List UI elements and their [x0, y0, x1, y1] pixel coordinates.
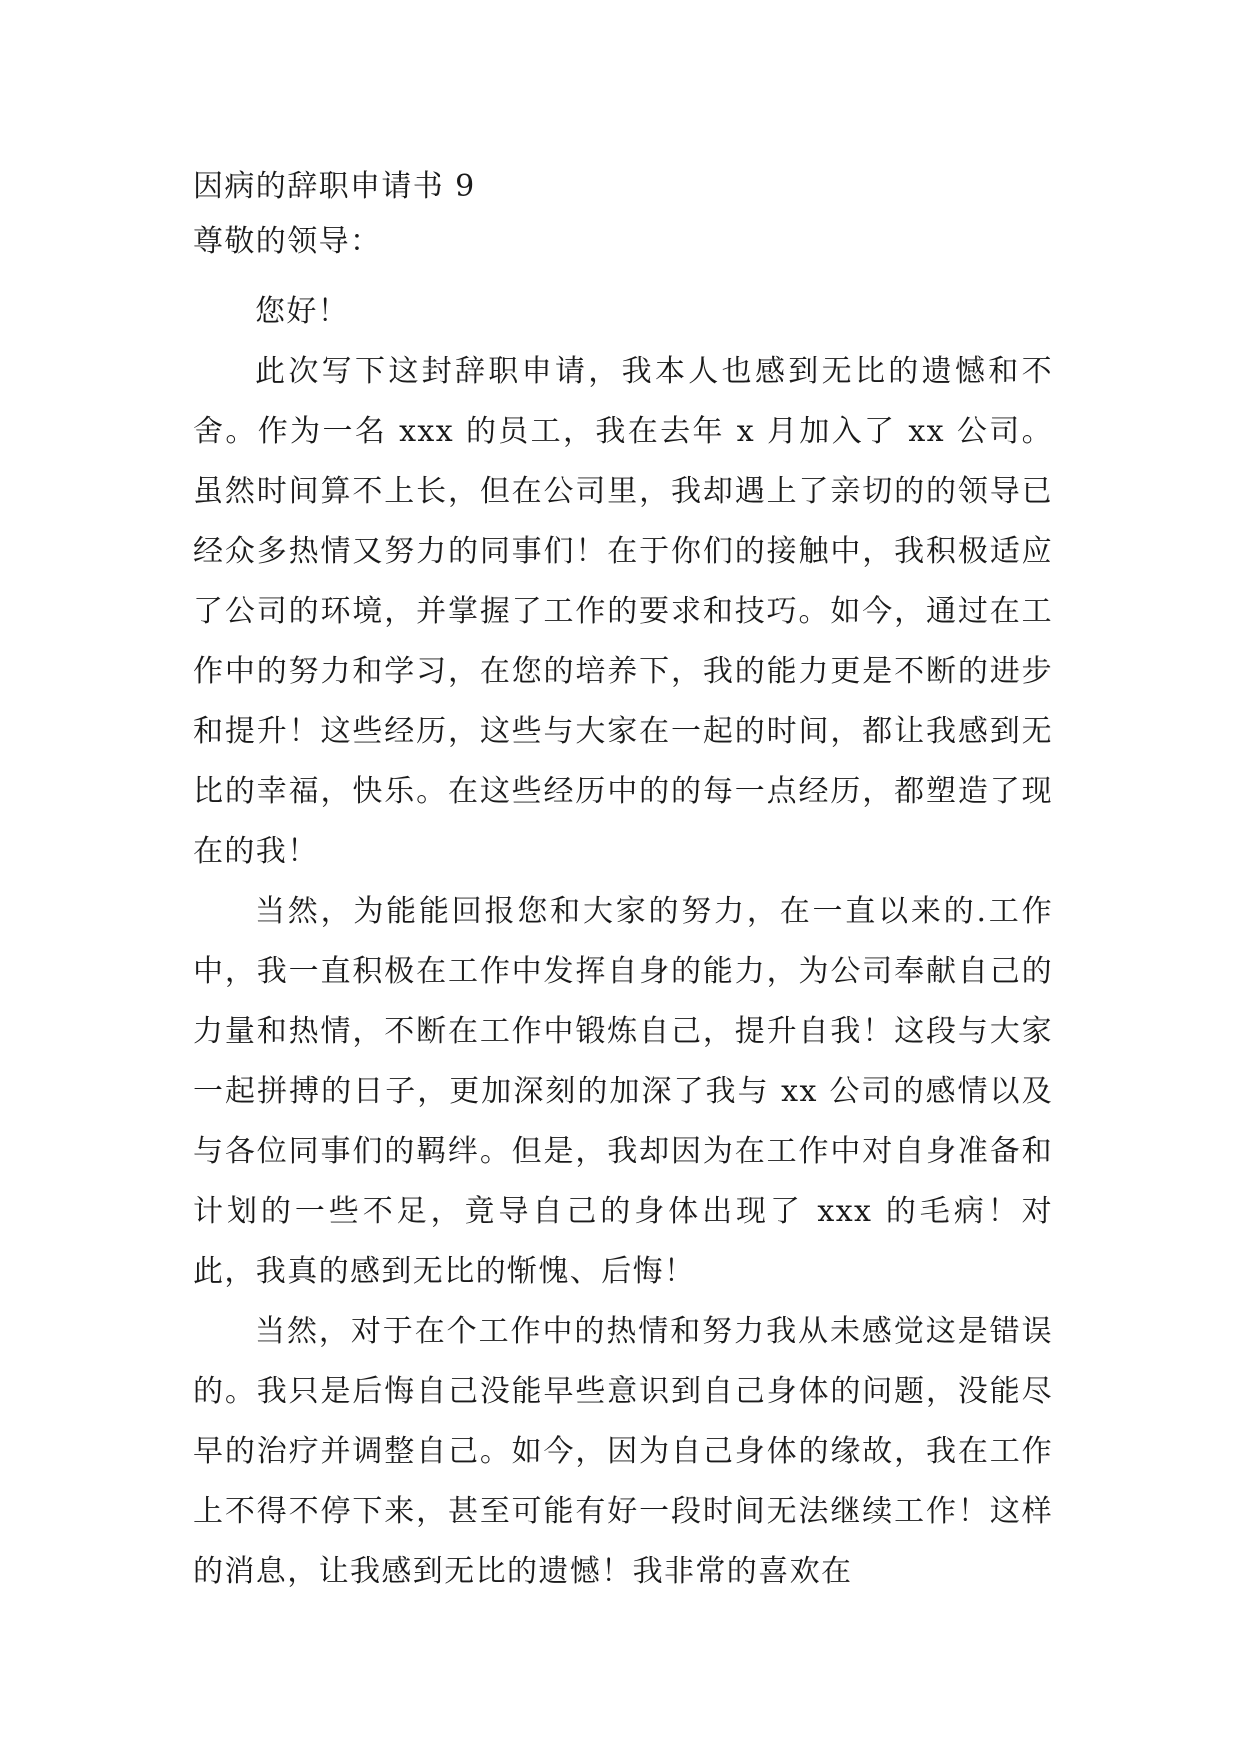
- greeting: 您好！: [255, 294, 350, 329]
- body-paragraph-2: 当然，为能能回报您和大家的努力，在一直以来的.工作中，我一直积极在工作中发挥自身的能力，为公司奉献自己的力量和热情，不断在工作中锻炼自己，提升自我！这段与大家一起拼搏的日子，更加深刻的加深了我与 xx 公司的感情以及与各位同事们的羁绊。但是，我却因为在工作中对自身准备和计划的一些不足，竟导自己的身体出现了 xxx 的毛病！对此，我真的感到无比的惭愧、后悔！: [193, 894, 1053, 1289]
- salutation: 尊敬的领导：: [193, 224, 382, 259]
- document-body: [193, 160, 1053, 1602]
- body-paragraph-1: 此次写下这封辞职申请，我本人也感到无比的遗憾和不舍。作为一名 xxx 的员工，我在去年 x 月加入了 xx 公司。虽然时间算不上长，但在公司里，我却遇上了亲切的的领导已经众多热情又努力的同事们！在于你们的接触中，我积极适应了公司的环境，并掌握了工作的要求和技巧。如今，通过在工作中的努力和学习，在您的培养下，我的能力更是不断的进步和提升！这些经历，这些与大家在一起的时间，都让我感到无比的幸福，快乐。在这些经历中的的每一点经历，都塑造了现在的我！: [193, 354, 1053, 869]
- document-title: 因病的辞职申请书 9: [193, 169, 476, 204]
- body-paragraph-3: 当然，对于在个工作中的热情和努力我从未感觉这是错误的。我只是后悔自己没能早些意识到自己身体的问题，没能尽早的治疗并调整自己。如今，因为自己身体的缘故，我在工作上不得不停下来，甚至可能有好一段时间无法继续工作！这样的消息，让我感到无比的遗憾！我非常的喜欢在: [193, 1314, 1053, 1589]
